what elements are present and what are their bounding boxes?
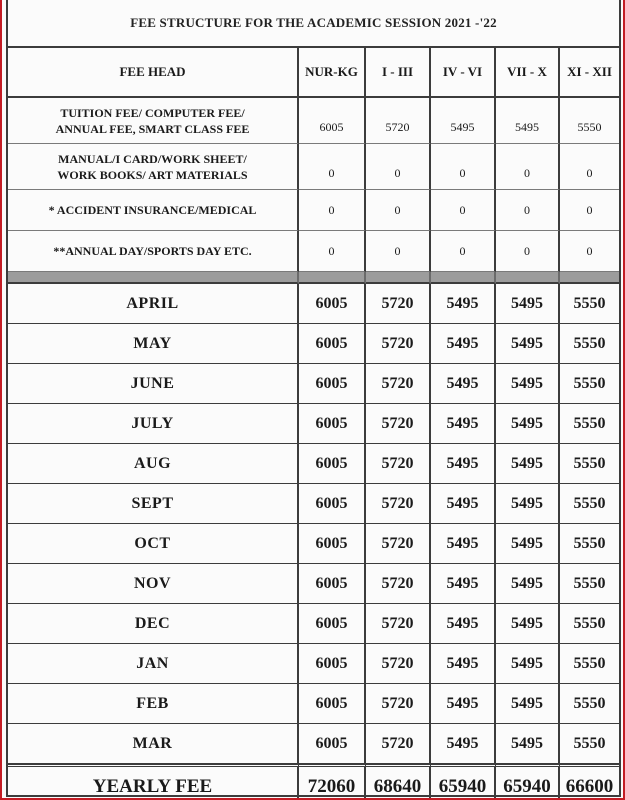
month-amount: 6005 bbox=[299, 684, 366, 724]
month-amount: 5495 bbox=[496, 724, 560, 764]
month-name: JUNE bbox=[8, 364, 299, 404]
month-amount: 6005 bbox=[299, 484, 366, 524]
month-amount: 5720 bbox=[366, 324, 431, 364]
month-amount: 5495 bbox=[496, 644, 560, 684]
yearly-fee-label: YEARLY FEE bbox=[8, 764, 299, 800]
yearly-fee-amount: 65940 bbox=[496, 764, 560, 800]
fee-component-label bbox=[8, 144, 299, 190]
month-amount: 5495 bbox=[431, 404, 496, 444]
fee-component-label-line: WORK BOOKS/ ART MATERIALS bbox=[57, 167, 248, 182]
table-header-row bbox=[8, 48, 619, 98]
fee-component-amount: 0 bbox=[299, 231, 366, 272]
fee-component-amount: 0 bbox=[299, 190, 366, 231]
fee-component-label bbox=[8, 190, 299, 231]
month-amount: 5495 bbox=[496, 324, 560, 364]
month-name: JAN bbox=[8, 644, 299, 684]
month-amount: 5495 bbox=[496, 284, 560, 324]
fee-table bbox=[8, 48, 619, 800]
month-amount: 5550 bbox=[560, 484, 619, 524]
month-row bbox=[8, 404, 619, 444]
month-amount: 6005 bbox=[299, 644, 366, 684]
month-amount: 5720 bbox=[366, 564, 431, 604]
separator-cell bbox=[366, 272, 431, 284]
month-amount: 5495 bbox=[431, 604, 496, 644]
month-row bbox=[8, 324, 619, 364]
fee-component-amount: 0 bbox=[366, 231, 431, 272]
month-amount: 5550 bbox=[560, 724, 619, 764]
month-amount: 6005 bbox=[299, 364, 366, 404]
fee-component-amount: 0 bbox=[431, 190, 496, 231]
month-row bbox=[8, 604, 619, 644]
yearly-fee-amount: 65940 bbox=[431, 764, 496, 800]
month-amount: 5495 bbox=[496, 684, 560, 724]
month-amount: 5720 bbox=[366, 484, 431, 524]
month-amount: 5495 bbox=[496, 444, 560, 484]
month-name: MAR bbox=[8, 724, 299, 764]
month-amount: 5495 bbox=[431, 444, 496, 484]
section-separator bbox=[8, 272, 619, 284]
month-amount: 5550 bbox=[560, 684, 619, 724]
month-row bbox=[8, 524, 619, 564]
fee-component-amount: 0 bbox=[560, 144, 619, 190]
month-amount: 6005 bbox=[299, 604, 366, 644]
fee-component-amount: 5495 bbox=[431, 98, 496, 144]
fee-component-amount: 0 bbox=[560, 231, 619, 272]
month-amount: 5495 bbox=[431, 484, 496, 524]
fee-component-amount: 5550 bbox=[560, 98, 619, 144]
fee-component-label-line: **ANNUAL DAY/SPORTS DAY ETC. bbox=[53, 244, 252, 258]
fee-component-row bbox=[8, 190, 619, 231]
month-amount: 6005 bbox=[299, 284, 366, 324]
fee-table-frame bbox=[6, 0, 621, 797]
fee-component-amount: 0 bbox=[560, 190, 619, 231]
month-name: FEB bbox=[8, 684, 299, 724]
month-amount: 6005 bbox=[299, 444, 366, 484]
month-name: AUG bbox=[8, 444, 299, 484]
fee-component-label bbox=[8, 231, 299, 272]
month-name: JULY bbox=[8, 404, 299, 444]
yearly-fee-amount: 68640 bbox=[366, 764, 431, 800]
column-header-i-iii: I - III bbox=[366, 48, 431, 98]
fee-component-amount: 0 bbox=[496, 190, 560, 231]
month-amount: 5720 bbox=[366, 604, 431, 644]
month-name: OCT bbox=[8, 524, 299, 564]
month-amount: 5550 bbox=[560, 524, 619, 564]
month-amount: 6005 bbox=[299, 724, 366, 764]
month-name: SEPT bbox=[8, 484, 299, 524]
month-name: APRIL bbox=[8, 284, 299, 324]
month-name: NOV bbox=[8, 564, 299, 604]
month-amount: 5495 bbox=[496, 604, 560, 644]
month-amount: 5720 bbox=[366, 684, 431, 724]
yearly-fee-amount: 66600 bbox=[560, 764, 619, 800]
separator-cell bbox=[560, 272, 619, 284]
month-amount: 5495 bbox=[431, 644, 496, 684]
month-name: DEC bbox=[8, 604, 299, 644]
month-row bbox=[8, 684, 619, 724]
column-header-vii-x: VII - X bbox=[496, 48, 560, 98]
fee-component-amount: 0 bbox=[431, 144, 496, 190]
month-amount: 5495 bbox=[431, 564, 496, 604]
separator-cell bbox=[299, 272, 366, 284]
month-amount: 5550 bbox=[560, 644, 619, 684]
separator-cell bbox=[431, 272, 496, 284]
month-amount: 5495 bbox=[431, 724, 496, 764]
month-amount: 5550 bbox=[560, 604, 619, 644]
month-amount: 5495 bbox=[496, 364, 560, 404]
month-row bbox=[8, 444, 619, 484]
fee-component-row bbox=[8, 144, 619, 190]
separator-cell bbox=[496, 272, 560, 284]
month-amount: 6005 bbox=[299, 564, 366, 604]
month-row bbox=[8, 564, 619, 604]
fee-component-label-line: TUITION FEE/ COMPUTER FEE/ bbox=[60, 105, 245, 120]
month-name: MAY bbox=[8, 324, 299, 364]
month-amount: 5495 bbox=[431, 324, 496, 364]
month-row bbox=[8, 284, 619, 324]
month-row bbox=[8, 644, 619, 684]
month-amount: 6005 bbox=[299, 524, 366, 564]
fee-component-amount: 5495 bbox=[496, 98, 560, 144]
month-row bbox=[8, 724, 619, 764]
month-amount: 5720 bbox=[366, 644, 431, 684]
column-header-fee-head: FEE HEAD bbox=[8, 48, 299, 98]
month-amount: 6005 bbox=[299, 404, 366, 444]
yearly-fee-row bbox=[8, 764, 619, 800]
month-amount: 5720 bbox=[366, 724, 431, 764]
month-amount: 5495 bbox=[431, 524, 496, 564]
fee-component-amount: 0 bbox=[366, 144, 431, 190]
month-amount: 5495 bbox=[496, 564, 560, 604]
month-amount: 5550 bbox=[560, 324, 619, 364]
fee-component-row bbox=[8, 98, 619, 144]
month-amount: 5720 bbox=[366, 404, 431, 444]
fee-component-amount: 0 bbox=[496, 144, 560, 190]
month-amount: 5495 bbox=[431, 684, 496, 724]
column-header-iv-vi: IV - VI bbox=[431, 48, 496, 98]
month-amount: 5550 bbox=[560, 364, 619, 404]
month-amount: 5550 bbox=[560, 564, 619, 604]
fee-component-amount: 6005 bbox=[299, 98, 366, 144]
month-row bbox=[8, 364, 619, 404]
fee-component-amount: 5720 bbox=[366, 98, 431, 144]
fee-component-row bbox=[8, 231, 619, 272]
month-amount: 5495 bbox=[496, 484, 560, 524]
fee-component-label-line: * ACCIDENT INSURANCE/MEDICAL bbox=[48, 203, 257, 217]
column-header-nur-kg: NUR-KG bbox=[299, 48, 366, 98]
document-title: FEE STRUCTURE FOR THE ACADEMIC SESSION 2021 -'22 bbox=[8, 0, 619, 48]
month-amount: 5495 bbox=[496, 524, 560, 564]
fee-component-amount: 0 bbox=[431, 231, 496, 272]
fee-component-amount: 0 bbox=[299, 144, 366, 190]
fee-component-amount: 0 bbox=[366, 190, 431, 231]
month-row bbox=[8, 484, 619, 524]
month-amount: 5550 bbox=[560, 404, 619, 444]
column-header-xi-xii: XI - XII bbox=[560, 48, 619, 98]
fee-component-label-line: MANUAL/I CARD/WORK SHEET/ bbox=[58, 151, 247, 166]
month-amount: 5550 bbox=[560, 444, 619, 484]
fee-component-amount: 0 bbox=[496, 231, 560, 272]
month-amount: 5720 bbox=[366, 284, 431, 324]
month-amount: 5720 bbox=[366, 364, 431, 404]
yearly-fee-amount: 72060 bbox=[299, 764, 366, 800]
fee-component-label-line: ANNUAL FEE, SMART CLASS FEE bbox=[55, 121, 250, 136]
month-amount: 5495 bbox=[431, 284, 496, 324]
month-amount: 5720 bbox=[366, 524, 431, 564]
month-amount: 5495 bbox=[431, 364, 496, 404]
month-amount: 5720 bbox=[366, 444, 431, 484]
separator-cell bbox=[8, 272, 299, 284]
month-amount: 6005 bbox=[299, 324, 366, 364]
month-amount: 5495 bbox=[496, 404, 560, 444]
month-amount: 5550 bbox=[560, 284, 619, 324]
fee-component-label bbox=[8, 98, 299, 144]
